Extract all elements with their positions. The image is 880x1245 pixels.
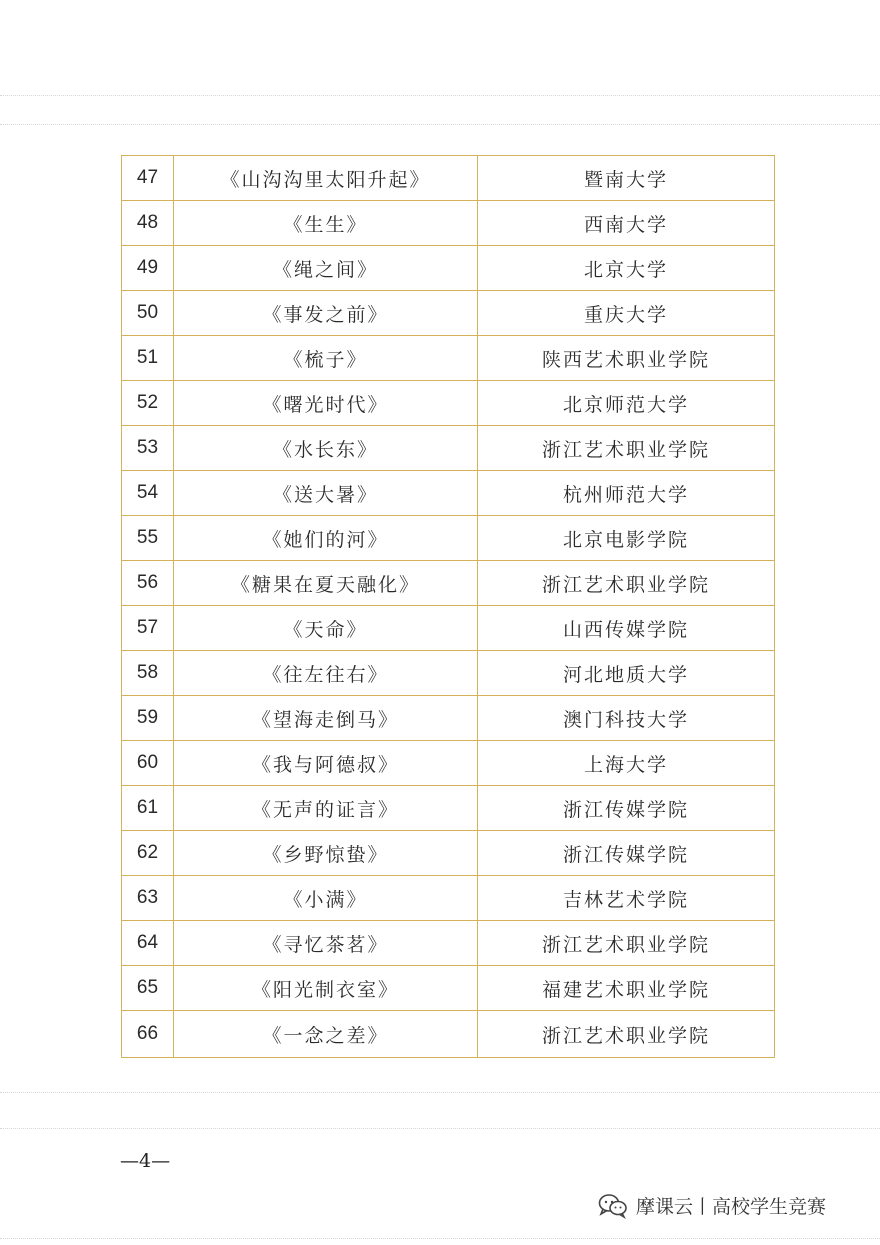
work-title: 《无声的证言》 [174,786,478,831]
work-title: 《小满》 [174,876,478,921]
work-title: 《天命》 [174,606,478,651]
row-number: 56 [122,561,174,606]
row-number: 57 [122,606,174,651]
work-title: 《寻忆茶茗》 [174,921,478,966]
work-title: 《阳光制衣室》 [174,966,478,1011]
school-name: 浙江艺术职业学院 [478,426,775,471]
row-number: 61 [122,786,174,831]
school-name: 陕西艺术职业学院 [478,336,775,381]
table-row [122,786,775,831]
award-list-table [121,155,775,1058]
work-title: 《事发之前》 [174,291,478,336]
background-line [0,1128,880,1129]
school-name: 福建艺术职业学院 [478,966,775,1011]
work-title: 《望海走倒马》 [174,696,478,741]
wechat-icon [598,1193,628,1219]
table-row [122,336,775,381]
row-number: 60 [122,741,174,786]
school-name: 北京电影学院 [478,516,775,561]
row-number: 58 [122,651,174,696]
table-row [122,606,775,651]
school-name: 河北地质大学 [478,651,775,696]
school-name: 浙江传媒学院 [478,831,775,876]
table-row [122,741,775,786]
work-title: 《曙光时代》 [174,381,478,426]
background-line [0,124,880,125]
table-row [122,921,775,966]
work-title: 《山沟沟里太阳升起》 [174,156,478,201]
table-row [122,876,775,921]
table-row [122,561,775,606]
row-number: 59 [122,696,174,741]
school-name: 山西传媒学院 [478,606,775,651]
school-name: 浙江传媒学院 [478,786,775,831]
row-number: 65 [122,966,174,1011]
school-name: 上海大学 [478,741,775,786]
work-title: 《我与阿德叔》 [174,741,478,786]
school-name: 浙江艺术职业学院 [478,921,775,966]
row-number: 49 [122,246,174,291]
work-title: 《绳之间》 [174,246,478,291]
row-number: 62 [122,831,174,876]
school-name: 浙江艺术职业学院 [478,1011,775,1058]
table-row [122,516,775,561]
work-title: 《乡野惊蛰》 [174,831,478,876]
school-name: 暨南大学 [478,156,775,201]
table-row [122,831,775,876]
row-number: 50 [122,291,174,336]
watermark-text: 摩课云丨高校学生竞赛 [636,1196,827,1218]
school-name: 吉林艺术学院 [478,876,775,921]
table-row [122,471,775,516]
table-row [122,381,775,426]
row-number: 52 [122,381,174,426]
row-number: 63 [122,876,174,921]
table-row [122,1011,775,1058]
row-number: 64 [122,921,174,966]
school-name: 杭州师范大学 [478,471,775,516]
table-row [122,201,775,246]
work-title: 《梳子》 [174,336,478,381]
row-number: 54 [122,471,174,516]
row-number: 48 [122,201,174,246]
work-title: 《往左往右》 [174,651,478,696]
page-number: —4— [120,1150,171,1172]
work-title: 《一念之差》 [174,1011,478,1058]
work-title: 《她们的河》 [174,516,478,561]
award-list-body [122,156,775,1058]
school-name: 北京师范大学 [478,381,775,426]
work-title: 《生生》 [174,201,478,246]
work-title: 《糖果在夏天融化》 [174,561,478,606]
work-title: 《水长东》 [174,426,478,471]
table-row [122,966,775,1011]
row-number: 47 [122,156,174,201]
background-line [0,1238,880,1239]
table-row [122,696,775,741]
school-name: 重庆大学 [478,291,775,336]
table-row [122,156,775,201]
row-number: 55 [122,516,174,561]
source-watermark [598,1192,826,1219]
row-number: 51 [122,336,174,381]
row-number: 53 [122,426,174,471]
school-name: 澳门科技大学 [478,696,775,741]
school-name: 浙江艺术职业学院 [478,561,775,606]
table-row [122,246,775,291]
row-number: 66 [122,1011,174,1058]
background-line [0,1092,880,1093]
table-row [122,651,775,696]
school-name: 西南大学 [478,201,775,246]
background-line [0,95,880,96]
work-title: 《送大暑》 [174,471,478,516]
table-row [122,291,775,336]
school-name: 北京大学 [478,246,775,291]
table-row [122,426,775,471]
